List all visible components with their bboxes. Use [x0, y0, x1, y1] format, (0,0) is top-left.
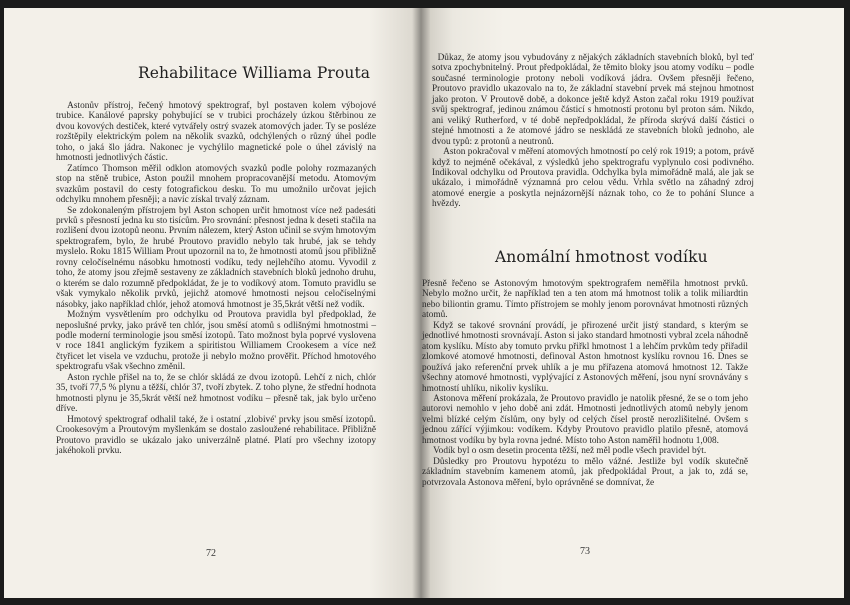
right-page-body-bottom [422, 279, 748, 488]
page-number-left: 72 [206, 548, 216, 559]
paragraph: Přesně řečeno se Astonovým hmotovým spektrografem neměřila hmotnost prvků. Nebylo možno určit, že například ten a ten atom má hmotnost tolik a tolik miliardtin nebo biliontin gramu. Tímto přístrojem se mohly jenom porovnávat hmotnosti různých atomů. [422, 279, 748, 321]
paragraph: Aston rychle přišel na to, že se chlór skládá ze dvou izotopů. Lehčí z nich, chlór 35, tvoří 77,5 % plynu a těžší, chlór 37, tvoří zbytek. Z toho plyne, že střední hodnota hmotnosti plynu je 35,5krát větší než hmotnost vodíku – přesně tak, jak bylo určeno dříve. [56, 372, 376, 415]
section-title-left: Rehabilitace Williama Prouta [138, 64, 371, 82]
paragraph: Astonův přístroj, řečený hmotový spektrograf, byl postaven kolem výbojové trubice. Kanálové paprsky pohybující se v trubici procházely úzkou štěrbinou ze dvou kovových destiček, které vytvářely ostrý svazek atomových jader. Ty se posléze rozštěpily elektrickým polem na několik svazků, odchýlených o různý úhel podle toho, o jaká šlo jádra. Nakonec je vychýlilo magnetické pole o úhel závislý na hmotnosti jednotlivých částic. [56, 101, 376, 164]
paragraph: Aston pokračoval v měření atomových hmotností po celý rok 1919; a potom, právě když to nejméně očekával, z výsledků jeho spektrografu vyplynulo cosi podivného. Indikoval odchylku od Proutova pravidla. Odchylka byla mimořádně malá, ale jak se ukázalo, i mimořádně významná pro celou vědu. Vrhla světlo na záhadný zdroj atomové energie a poskytla nejnázornější náznak toho, co že to pohání Slunce a hvězdy. [432, 147, 754, 210]
page-number-right: 73 [580, 546, 590, 557]
paragraph: Vodík byl o osm desetin procenta těžší, než měl podle všech pravidel být. [433, 446, 707, 457]
left-page-body [56, 101, 376, 456]
paragraph: Možným vysvětlením pro odchylku od Proutova pravidla byl předpoklad, že neposlušné prvky, jako právě ten chlór, jsou směsí atomů s odlišnými hmotnostmi – podle moderní terminologie jsou směsí izotopů. Tato možnost byla poprvé vyslovena v roce 1841 anglickým fyzikem a spiritistou Williamem Crookesem a více než čtyřicet let visela ve vzduchu, protože ji nebylo možno prověřit. Příchod hmotového spektrografu však všechno změnil. [56, 310, 376, 373]
paragraph: Když se takové srovnání provádí, je přirozené určit jistý standard, s kterým se jednotlivé hmotnosti srovnávají. Aston si jako standard hmotnosti vybral zcela náhodně atom kyslíku. Místo aby tomuto prvku přiřkl hmotnost 1 a lehčím prvkům tedy přiřadil zlomkové atomové hmotnosti, definoval Aston hmotnost kyslíku rovnou 16. Dnes se používá jako referenční prvek uhlík a je mu přiřazena atomová hmotnost 12. Takže všechny atomové hmotnosti, vyplývající z Astonových měření, jsou nyní srovnávány s hmotností uhlíku, nikoliv kyslíku. [422, 320, 748, 394]
paragraph: Hmotový spektrograf odhalil také, že i ostatní ‚zlobivé' prvky jsou směsí izotopů. Crookesovým a Proutovým myšlenkám se dostalo zasloužené rehabilitace. Přibližně Proutovo pravidlo se ukázalo jako univerzálně platné. Platí pro všechny izotopy jakéhokoli prvku. [56, 414, 376, 456]
paragraph: Astonova měření prokázala, že Proutovo pravidlo je natolik přesné, že se o tom jeho autorovi nemohlo v jeho době ani zdát. Hmotnosti jednotlivých atomů nebyly jenom velmi blízké celým číslům, ony byly od celých čísel prostě nerozlišitelné. Ovšem s jednou zářící výjimkou: vodíkem. Kdyby Proutovo pravidlo platilo přesně, atomová hmotnost vodíku by byla rovna jedné. Místo toho Aston naměřil hodnotu 1,008. [422, 393, 748, 446]
paragraph: Důkaz, že atomy jsou vybudovány z nějakých základních stavebních bloků, byl teď sotva zpochybnitelný. Prout předpokládal, že těmito bloky jsou atomy vodíku – podle současné terminologie protony neboli vodíková jádra. Ovšem přesněji řečeno, Proutovo pravidlo ukazovalo na to, že základní stavební prvek má stejnou hmotnost jako proton. V Proutově době, a dokonce ještě když Aston začal roku 1919 používat svůj spektrograf, jedinou známou částicí s hmotností protonu byl proton sám. Nikdo, ani veliký Rutherford, v té době nepředpokládal, že příroda skrývá další částici o stejné hmotnosti a že atomové jádro se neskládá ze stavebních bloků jednoho, ale dvou typů: z protonů a neutronů. [432, 53, 754, 147]
right-page-body-top [432, 53, 754, 210]
paragraph: Zatímco Thomson měřil odklon atomových svazků podle polohy rozmazaných stop na stěně trubice, Aston použil mnohem propracovanější metodu. Atomovým svazkům postavil do cesty fotografickou desku. To mu umožnilo určovat jejich odchylku mnohem přesněji; a navíc získal trvalý záznam. [56, 163, 376, 206]
paragraph: Se zdokonaleným přístrojem byl Aston schopen určit hmotnost více než padesáti prvků s přesností jedna ku sto tisícům. Pro srovnání: přesnost jedna k deseti stačila na rozlišení dvou izotopů neonu. Prvním nálezem, který Aston učinil se svým hmotovým spektrografem, bylo, že hrubé Proutovo pravidlo nebylo tak hrubé, jak se tehdy myslelo. Roku 1815 William Prout upozornil na to, že hmotnosti atomů jsou přibližně rovny celočíselnému násobku hmotnosti vodíku, tedy nejlehčího atomu. Vyvodil z toho, že atomy jsou zřejmě sestaveny ze základních stavebních bloků jednoho druhu, o kterém se dalo rozumně předpokládat, že je to vodíkový atom. Tomuto pravidlu se však vymykalo několik prvků, jejichž atomové hmotnosti nejsou celočíselnými násobky, jako například chlór, jehož atomová hmotnost je 35,5krát větší než vodík. [56, 205, 376, 310]
paragraph: Důsledky pro Proutovu hypotézu to mělo vážné. Jestliže byl vodík skutečně základním stavebním kamenem atomů, jak předpokládal Prout, a jak to, zdá se, potvrzovala Astonova měření, bylo oprávněné se domnívat, že [422, 456, 748, 488]
section-title-right: Anomální hmotnost vodíku [495, 248, 708, 266]
